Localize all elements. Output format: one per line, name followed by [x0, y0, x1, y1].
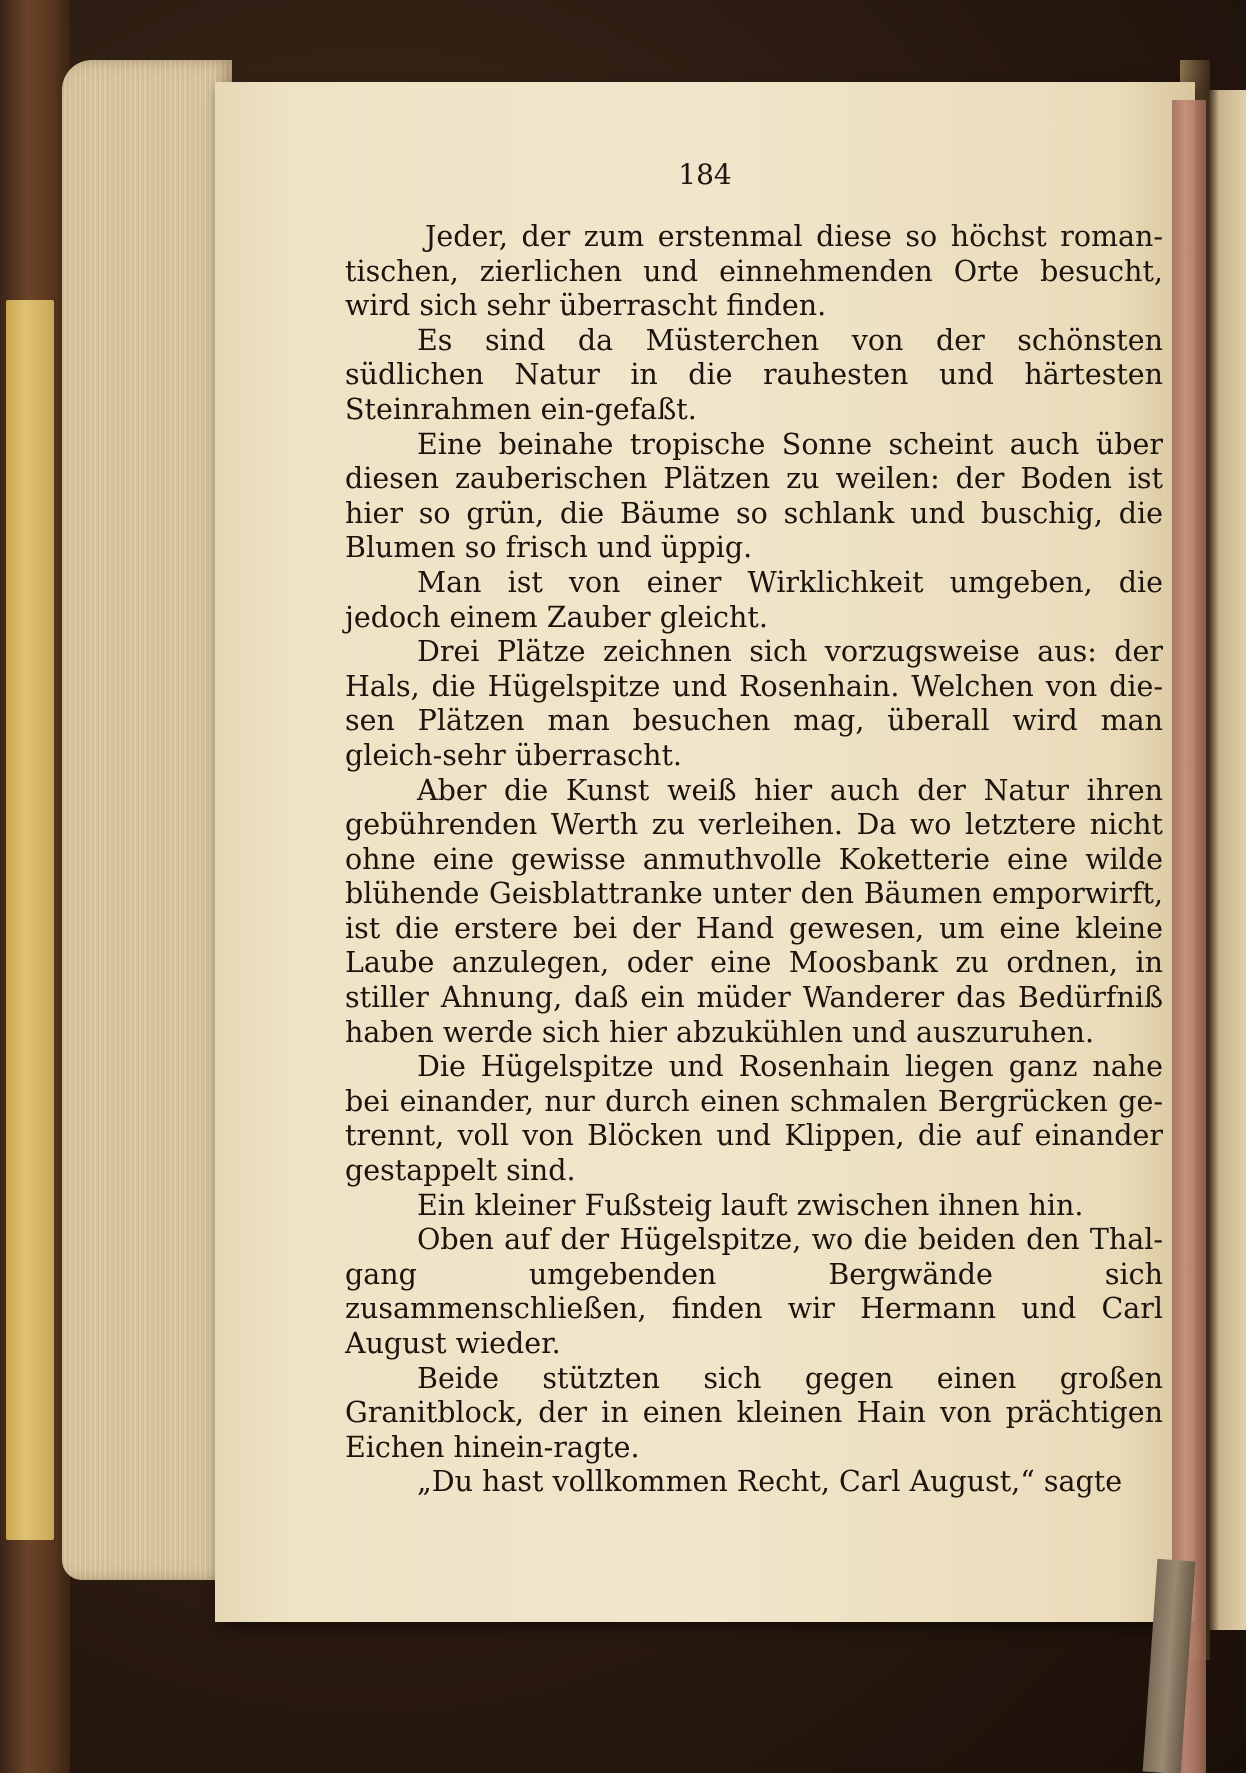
- paragraph: Eine beinahe tropische Sonne scheint auch über diesen zauberischen Plätzen zu weilen: der Boden ist hier so grün, die Bäume so schlank und buschig, die Blumen so frisch und üppig.: [345, 427, 1163, 565]
- paragraph: „Du hast vollkommen Recht, Carl August,“ sagte: [417, 1465, 1123, 1499]
- paragraph: Ein kleiner Fußsteig lauft zwischen ihnen hin.: [417, 1188, 1084, 1222]
- next-page-edge: [1208, 90, 1246, 1630]
- paragraph: Aber die Kunst weiß hier auch der Natur ihren gebührenden Werth zu verleihen. Da wo letztere nicht ohne eine gewisse anmuthvolle Koketterie eine wilde blühende Geisblattranke unter den Bäumen emporwirft, ist die erstere bei der Hand gewesen, um eine kleine Laube anzulegen, oder eine Moosbank zu ordnen, in stiller Ahnung, daß ein müder Wanderer das Bedürfniß haben werde sich hier abzukühlen und auszuruhen.: [345, 773, 1163, 1049]
- paragraph: Jeder, der zum erstenmal diese so höchst roman-tischen, zierlichen und einnehmenden Orte besucht, wird sich sehr überrascht finden.: [345, 220, 1163, 323]
- paragraph: Die Hügelspitze und Rosenhain liegen ganz nahe bei einander, nur durch einen schmalen Bergrücken ge-trennt, voll von Blöcken und Klippen, die auf einander gestappelt sind.: [345, 1050, 1163, 1188]
- paragraph: Beide stützten sich gegen einen großen Granitblock, der in einen kleinen Hain von prächtigen Eichen hinein-ragte.: [345, 1361, 1163, 1464]
- book-page: [215, 82, 1195, 1622]
- paragraph: Es sind da Müsterchen von der schönsten südlichen Natur in die rauhesten und härtesten Steinrahmen ein-gefaßt.: [345, 323, 1163, 426]
- paragraph: Oben auf der Hügelspitze, wo die beiden den Thal-gang umgebenden Bergwände sich zusammenschließen, finden wir Hermann und Carl August wieder.: [345, 1223, 1163, 1360]
- page-edges: [62, 60, 232, 1580]
- page-text: [345, 220, 1163, 1500]
- paragraph: Drei Plätze zeichnen sich vorzugsweise aus: der Hals, die Hügelspitze und Rosenhain. Welchen von die-sen Plätzen man besuchen mag, überall wird man gleich-sehr überrascht.: [345, 635, 1163, 772]
- cover-gold-strip: [6, 300, 54, 1540]
- page-number: 184: [678, 158, 732, 191]
- paragraph: Man ist von einer Wirklichkeit umgeben, die jedoch einem Zauber gleicht.: [345, 565, 1163, 634]
- bookmark-ribbon: [1172, 100, 1206, 1773]
